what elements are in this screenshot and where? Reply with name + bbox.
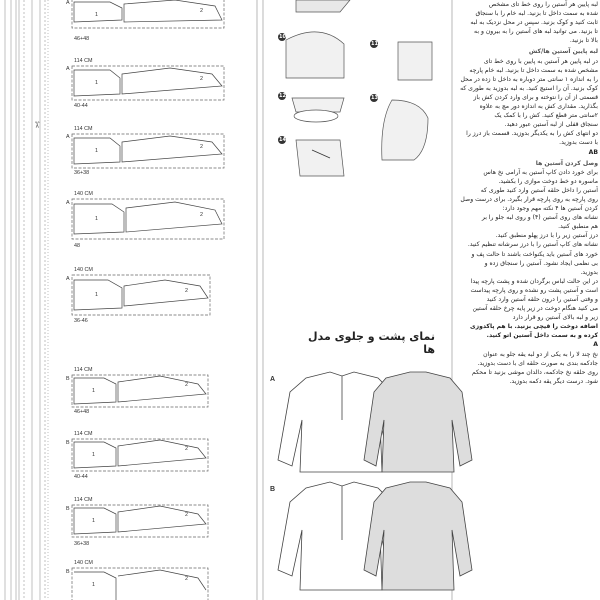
fabric-width: 114 CM <box>74 367 93 373</box>
instruction-line: لبه پایین هر آستین را روی خط تای مشخص <box>488 1 598 8</box>
piece-number: 1 <box>92 518 95 524</box>
step-number: 10 <box>279 34 286 40</box>
fabric-width: 114 CM <box>74 497 93 503</box>
piece-number: 1 <box>92 388 95 394</box>
instruction-line: نخ چند لا را به یکی از دو لبه یقه جلو به عنوان <box>483 350 598 358</box>
step-number: 13 <box>371 95 378 101</box>
instruction-line: هم منطبق کنید. <box>558 223 598 231</box>
instruction-line: مشخص شده به سمت داخل تا بزنید. لبه خام پارچه <box>469 66 598 74</box>
piece-number: 2 <box>185 382 188 388</box>
size-label: 46+48 <box>74 409 90 415</box>
step-number: 11 <box>371 41 378 47</box>
fabric-width: 114 CM <box>74 431 93 437</box>
fabric-width: 140 CM <box>74 560 93 566</box>
instruction-line: بدوزید. <box>580 268 598 276</box>
piece-number: 2 <box>185 288 188 294</box>
block-letter: B <box>66 569 70 575</box>
instruction-line: ماسوره دو خط دوخت موازی را بکشید. <box>498 177 598 185</box>
piece-number: 1 <box>92 452 95 458</box>
instruction-line: دو انتهای کش را به یکدیگر بدوزید. قسمت باز درز را <box>466 130 598 138</box>
size-label: 36+38 <box>74 170 90 176</box>
piece-number: 2 <box>185 446 188 452</box>
instruction-line: روی پارچه به روی پارچه قرار بگیرد. برای درست وصل <box>460 195 598 203</box>
block-letter: B <box>66 376 70 382</box>
model-label: A <box>270 376 276 383</box>
section-heading: لبه پایین آستین ها/کش <box>528 48 598 56</box>
model-label: B <box>270 486 276 493</box>
fabric-width: 114 CM <box>74 126 93 132</box>
size-label: 40-44 <box>74 103 88 109</box>
svg-text:✂: ✂ <box>31 121 41 129</box>
instruction-line: نشانه های روی آستین (۴) و روی لبه جلو را بر <box>481 214 598 222</box>
block-letter: B <box>66 506 70 512</box>
instructions-column <box>455 0 598 600</box>
instruction-line: بالا تا بزنید. <box>569 37 598 45</box>
instruction-line: شود. درست دیگر یقه دکمه بدوزید. <box>509 377 598 385</box>
section-code: AB <box>588 148 598 156</box>
piece-number: 1 <box>95 292 98 298</box>
instruction-line: زیر و لبه بالای آستین رو قرار دارد <box>512 314 598 322</box>
size-label: 40-44 <box>74 474 88 480</box>
section-heading: وصل کردن آستین ها <box>535 159 598 167</box>
piece-number: 2 <box>185 576 188 582</box>
fabric-width: 140 CM <box>74 267 93 273</box>
size-label: 36+38 <box>74 541 90 547</box>
instruction-line: سنجاق قفلی از لبه آستین عبور دهید. <box>504 121 598 129</box>
block-letter: A <box>66 66 70 72</box>
instruction-line: جادکمه بندی به صورت حلقه ای با دست بدوزید. <box>477 359 598 367</box>
size-label: 36-46 <box>74 318 88 324</box>
instruction-line: خورد های آستین باید یکنواخت باشند تا حالت پف و <box>471 250 598 258</box>
instruction-line: کرده و به سمت داخل آستین اتو کنید. <box>486 332 598 340</box>
instruction-line: ثابت کنید و کوک بزنید. سپس در محل نزدیک به لبه <box>470 19 598 27</box>
cutting-layouts <box>72 0 224 600</box>
step-number: 12 <box>279 93 286 99</box>
piece-number: 1 <box>95 80 98 86</box>
pattern-pieces <box>74 0 222 600</box>
instruction-line: را به اندازه ۱ سانتی متر دوباره به داخل تا زده در محل <box>460 75 598 83</box>
instruction-line: کوک بزنید. آن را استیچ کنید. به لبه بدوزید به طوری که <box>460 84 598 92</box>
instruction-line: برای خورد دادن کاپ آستین به آرامی نخ هاس <box>483 168 598 176</box>
instruction-line: تا بزنید. می توانید لبه های آستین را به بیرون و به <box>474 28 598 36</box>
size-label: 48 <box>74 243 80 249</box>
instruction-line: کردن آستین ها ۴ نکته مهم وجود دارد: <box>502 205 598 213</box>
selvage-lines <box>5 0 48 600</box>
piece-number: 2 <box>200 76 203 82</box>
instruction-line: در لبه پایین هر آستین به پایین با روی خط تای <box>483 57 598 65</box>
instruction-line: اضافه دوخت را قیچی بزنید. با هم پاکدوزی <box>470 323 598 331</box>
instruction-line: قسمتی از آن را نتوخته و برای وارد کردن کش باز <box>473 93 598 101</box>
scissors-icon <box>31 121 41 129</box>
instruction-line: در این حالت لباس برگردان شده و پشت پارچه پیدا <box>470 277 598 285</box>
instruction-line: ۲سانتی متر قطع کنید. کش را با کمک یک <box>494 112 598 120</box>
step-number: 14 <box>279 137 286 143</box>
instruction-line: می کنید هنگام دوخت در زیر پایه چرخ حلقه آستین <box>472 305 598 313</box>
fabric-width: 114 CM <box>74 58 93 64</box>
instruction-line: درز آستین زیر را با درز پهلو منطبق کنید. <box>495 232 598 240</box>
section-code: A <box>593 341 598 349</box>
block-letter: A <box>66 134 70 140</box>
instruction-line: بگذارید. مقداری کش به اندازه دور مچ به علاوه <box>479 103 598 111</box>
fabric-width: 140 CM <box>74 191 93 197</box>
instruction-line: است و آستین پشت رو نشده و روی پارچه پیداست <box>470 286 598 294</box>
piece-number: 1 <box>92 582 95 588</box>
piece-number: 1 <box>95 12 98 18</box>
piece-number: 2 <box>200 144 203 150</box>
piece-number: 2 <box>185 512 188 518</box>
instruction-line: بی نظمی ایجاد نشود. آستین را سنجاق زده و <box>484 259 598 267</box>
piece-number: 1 <box>95 148 98 154</box>
views-heading: نمای پشت و جلوی مدل ها <box>308 330 435 356</box>
block-letter: A <box>66 276 70 282</box>
instruction-line: شده به سمت داخل تا بزنید. لبه خام را با سنجاق <box>475 10 598 18</box>
step-diagrams <box>286 0 432 176</box>
block-letter: B <box>66 440 70 446</box>
piece-number: 2 <box>200 212 203 218</box>
instruction-line: آستین را داخل حلقه آستین وارد کنید طوری که <box>480 186 598 194</box>
piece-number: 1 <box>95 216 98 222</box>
instruction-line: نشانه های کاپ آستین را با درز سرشانه تنظیم کنید. <box>467 241 598 249</box>
instruction-line: با دست بدوزید. <box>559 139 598 147</box>
size-label: 46+48 <box>74 36 90 42</box>
piece-number: 2 <box>200 8 203 14</box>
instruction-line: و وقتی آستین را درون حلقه آستین وارد کنید <box>486 296 598 303</box>
block-letter: A <box>66 200 70 206</box>
instruction-line: روی حلقه نخ جادکمه، دالدان موشی بزنید تا محکم <box>471 368 598 376</box>
block-letter: A <box>66 0 70 6</box>
